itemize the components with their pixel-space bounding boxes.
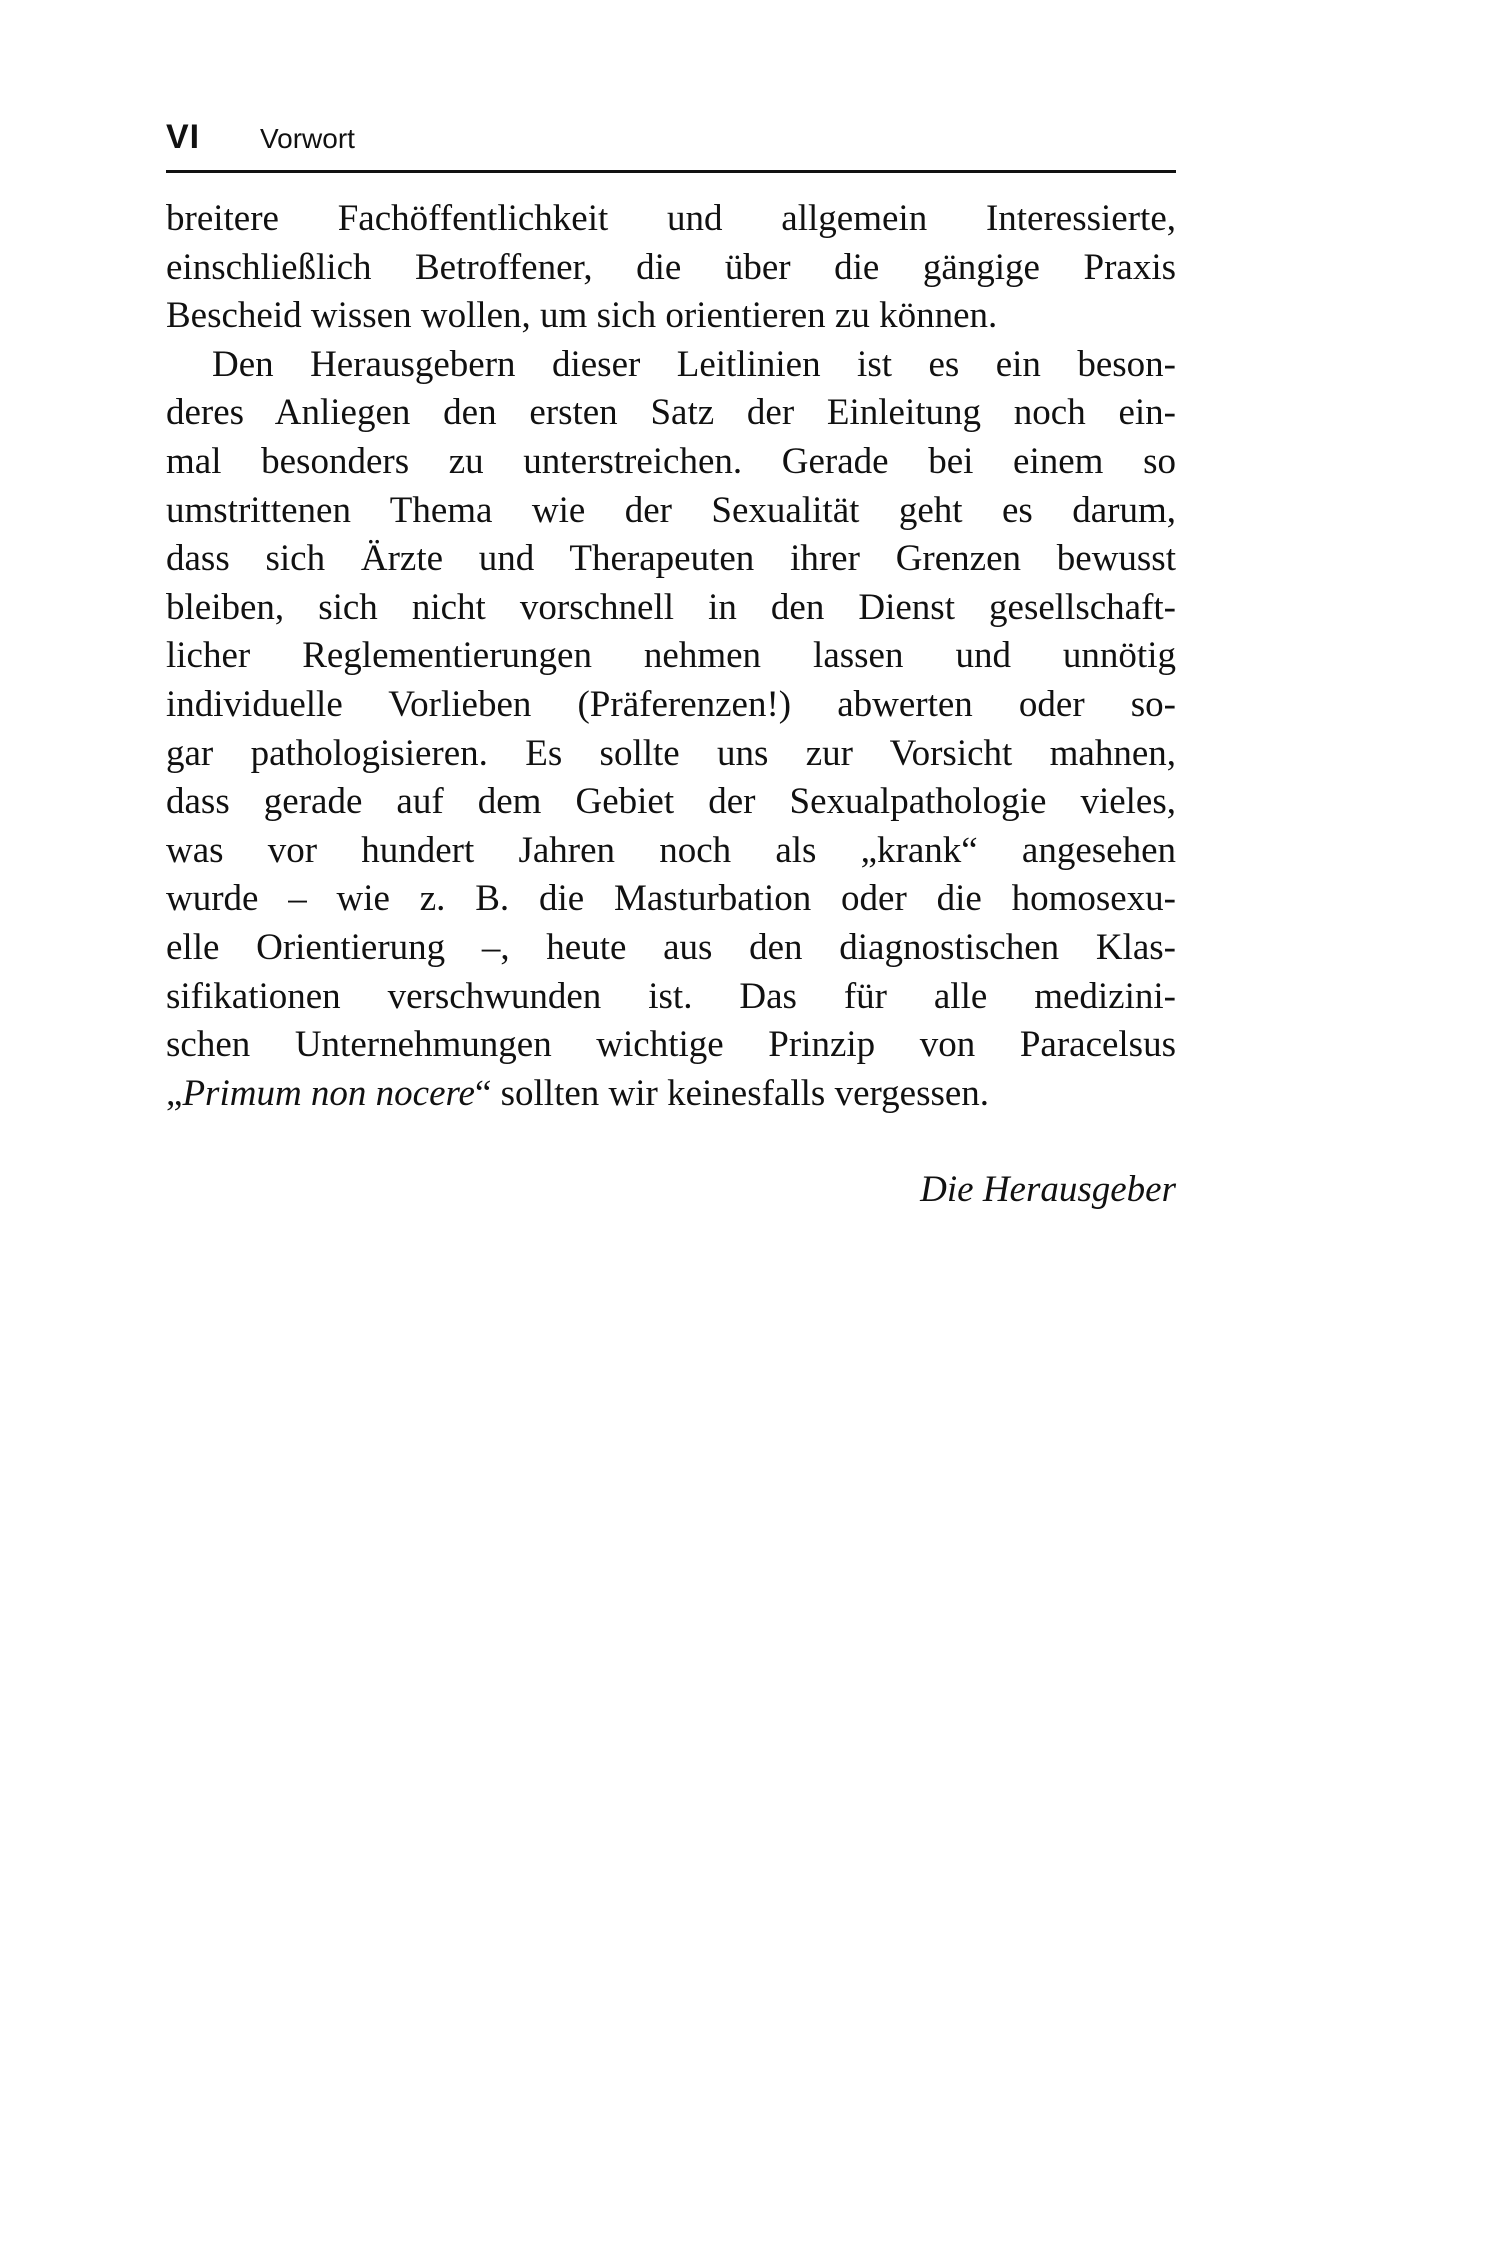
body-text	[166, 195, 1176, 1118]
text-line: licher Reglementierungen nehmen lassen und unnötig	[166, 635, 1176, 677]
text-line: individuelle Vorlieben (Präferenzen!) abwerten oder so-	[166, 683, 1176, 725]
line-remainder: “ sollten wir keinesfalls vergessen.	[474, 1072, 990, 1114]
text-line: breitere Fachöffentlichkeit und allgemein Interessierte,	[166, 198, 1176, 239]
text-line: Bescheid wissen wollen, um sich orientieren zu können.	[166, 295, 998, 337]
text-line: was vor hundert Jahren noch als „krank“ angesehen	[166, 829, 1176, 871]
text-line: mal besonders zu unterstreichen. Gerade bei einem so	[166, 440, 1176, 482]
running-head	[166, 118, 1176, 173]
page-number: VI	[166, 118, 201, 156]
text-line: wurde – wie z. B. die Masturbation oder die homosexu-	[166, 878, 1176, 920]
text-line: dass gerade auf dem Gebiet der Sexualpathologie vieles,	[166, 781, 1176, 823]
text-line: gar pathologisieren. Es sollte uns zur Vorsicht mahnen,	[166, 732, 1176, 774]
latin-phrase: Primum non nocere	[182, 1072, 475, 1114]
text-line: einschließlich Betroffener, die über die gängige Praxis	[166, 246, 1176, 288]
book-page	[166, 118, 1176, 1211]
quote-open: „	[166, 1072, 183, 1114]
text-line: dass sich Ärzte und Therapeuten ihrer Grenzen bewusst	[166, 538, 1176, 580]
signature: Die Herausgeber	[920, 1169, 1176, 1211]
text-line: Den Herausgebern dieser Leitlinien ist es ein beson-	[212, 343, 1176, 385]
text-line: deres Anliegen den ersten Satz der Einleitung noch ein-	[166, 392, 1176, 434]
text-line: bleiben, sich nicht vorschnell in den Dienst gesellschaft-	[166, 586, 1176, 628]
text-line: sifikationen verschwunden ist. Das für alle medizini-	[166, 975, 1176, 1017]
paragraph-2	[166, 341, 1176, 1119]
section-title: Vorwort	[260, 123, 355, 154]
paragraph-1	[166, 195, 1176, 341]
text-line: elle Orientierung –, heute aus den diagnostischen Klas-	[166, 926, 1176, 968]
text-line: umstrittenen Thema wie der Sexualität geht es darum,	[166, 489, 1176, 531]
text-line-final	[166, 1070, 1176, 1119]
text-line: schen Unternehmungen wichtige Prinzip von Paracelsus	[166, 1024, 1176, 1066]
